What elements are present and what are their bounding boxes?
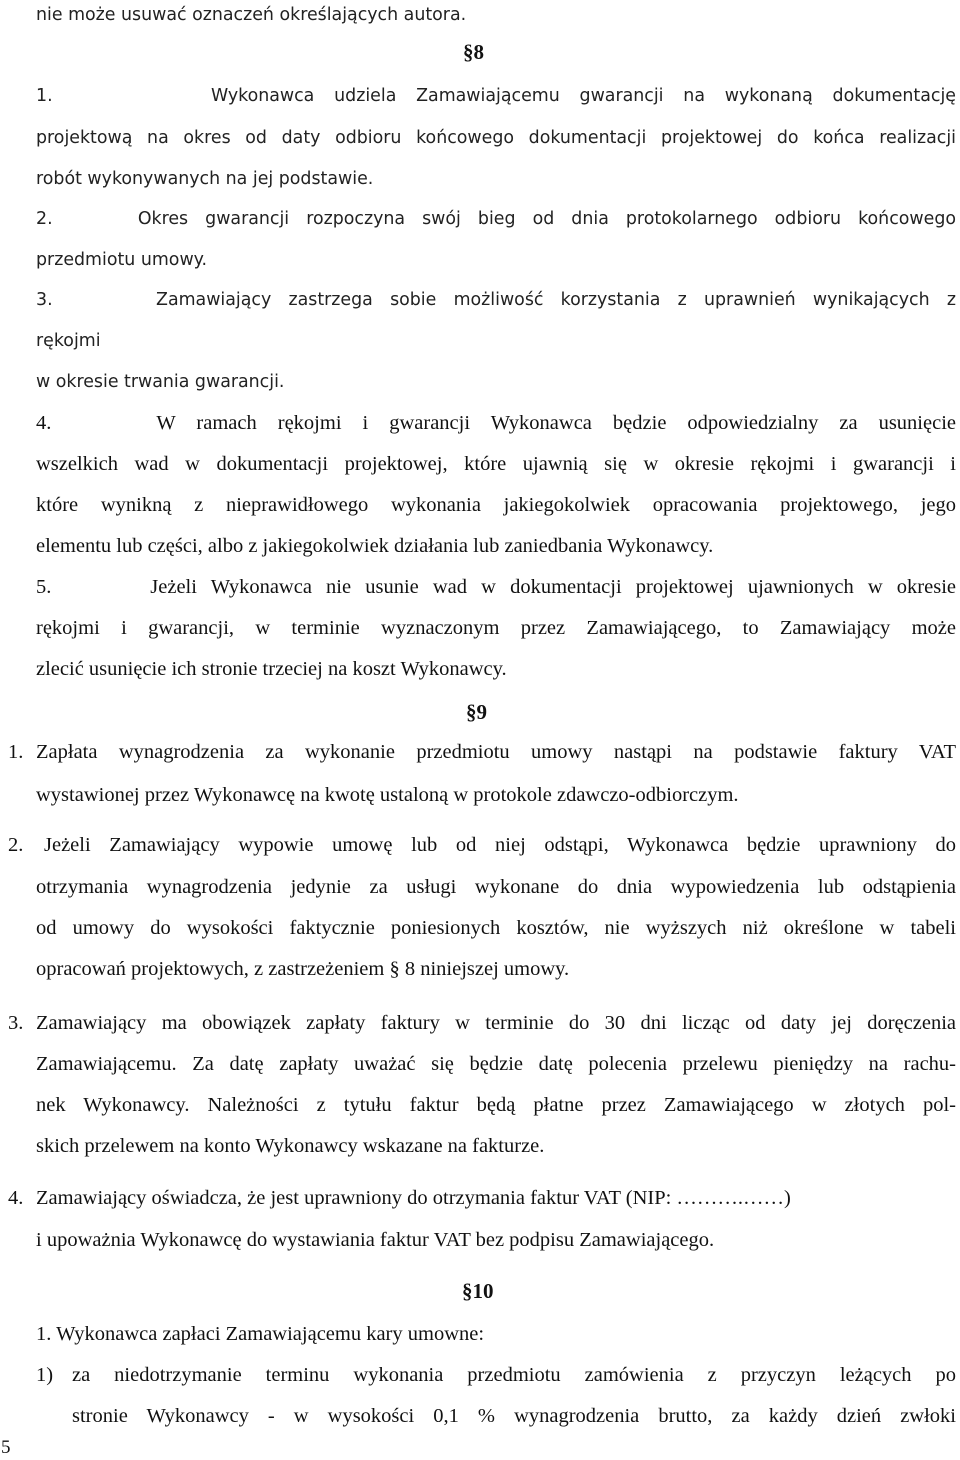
paragraph-line: nie może usuwać oznaczeń określających autora. xyxy=(36,5,467,25)
list-number: 1. xyxy=(8,741,24,763)
list-item-line: Zapłata wynagrodzenia za wykonanie przedmiotu umowy nastąpi na podstawie faktury VAT xyxy=(36,741,956,763)
paragraph-line: rękojmi xyxy=(36,331,101,351)
list-item-line: wystawionej przez Wykonawcę na kwotę ustaloną w protokole zdawczo-odbiorczym. xyxy=(36,784,739,806)
paragraph-line: robót wykonywanych na jej podstawie. xyxy=(36,169,374,189)
paragraph-line: 5. Jeżeli Wykonawca nie usunie wad w dokumentacji projektowej ujawnionych w okresie xyxy=(36,576,956,598)
paragraph-line: wszelkich wad w dokumentacji projektowej, które ujawnią się w okresie rękojmi i gwarancji i xyxy=(36,453,956,475)
paragraph-line: rękojmi i gwarancji, w terminie wyznaczonym przez Zamawiającego, to Zamawiający może xyxy=(36,617,956,639)
paragraph-line: projektową na okres od daty odbioru końcowego dokumentacji projektowej do końca realizacji xyxy=(36,128,956,148)
section-heading-10: §10 xyxy=(462,1279,494,1303)
section-heading-9: §9 xyxy=(466,700,487,724)
paragraph-line: które wynikną z nieprawidłowego wykonania jakiegokolwiek opracowania projektowego, jego xyxy=(36,494,956,516)
paragraph-line: zlecić usunięcie ich stronie trzeciej na koszt Wykonawcy. xyxy=(36,658,507,680)
list-item-line: Zamawiający ma obowiązek zapłaty faktury w terminie do 30 dni licząc od daty jej doręczenia xyxy=(36,1012,956,1034)
section-heading-8: §8 xyxy=(463,40,484,64)
paragraph-line: elementu lub części, albo z jakiegokolwiek działania lub zaniedbania Wykonawcy. xyxy=(36,535,714,557)
paragraph-line: 4. W ramach rękojmi i gwarancji Wykonawca będzie odpowiedzialny za usunięcie xyxy=(36,412,956,434)
list-item-line: otrzymania wynagrodzenia jedynie za usługi wykonane do dnia wypowiedzenia lub odstąpienia xyxy=(36,876,956,898)
page-number: 5 xyxy=(1,1437,11,1458)
list-item-line: skich przelewem na konto Wykonawcy wskazane na fakturze. xyxy=(36,1135,545,1157)
paragraph-line: w okresie trwania gwarancji. xyxy=(36,372,285,392)
list-number: 4. xyxy=(8,1187,24,1209)
paragraph-line: przedmiotu umowy. xyxy=(36,250,208,270)
list-item-line: za niedotrzymanie terminu wykonania przedmiotu zamówienia z przyczyn leżących po xyxy=(72,1364,956,1386)
list-number: 1) xyxy=(36,1364,54,1386)
list-item-line: stronie Wykonawcy - w wysokości 0,1 % wynagrodzenia brutto, za każdy dzień zwłoki xyxy=(72,1405,956,1427)
list-item-line: opracowań projektowych, z zastrzeżeniem § 8 niniejszej umowy. xyxy=(36,958,570,980)
list-item-line: Jeżeli Zamawiający wypowie umowę lub od niej odstąpi, Wykonawca będzie uprawniony do xyxy=(44,834,956,856)
list-item-line: od umowy do wysokości faktycznie poniesionych kosztów, nie wyższych niż określone w tabeli xyxy=(36,917,956,939)
list-item-line: Zamawiającemu. Za datę zapłaty uważać się będzie datę polecenia przelewu pieniędzy na rachu- xyxy=(36,1053,956,1075)
list-item-line: i upoważnia Wykonawcę do wystawiania faktur VAT bez podpisu Zamawiającego. xyxy=(36,1229,715,1251)
list-item-line: Zamawiający oświadcza, że jest uprawniony do otrzymania faktur VAT (NIP: ……….……) xyxy=(36,1187,791,1209)
paragraph-line: 1. Wykonawca udziela Zamawiającemu gwarancji na wykonaną dokumentację xyxy=(36,86,956,106)
paragraph-line: 2. Okres gwarancji rozpoczyna swój bieg od dnia protokolarnego odbioru końcowego xyxy=(36,209,956,229)
list-item-line: 1. Wykonawca zapłaci Zamawiającemu kary umowne: xyxy=(36,1323,485,1345)
list-number: 2. xyxy=(8,834,24,856)
list-number: 3. xyxy=(8,1012,24,1034)
paragraph-line: 3. Zamawiający zastrzega sobie możliwość korzystania z uprawnień wynikających z xyxy=(36,290,956,310)
list-item-line: nek Wykonawcy. Należności z tytułu faktur będą płatne przez Zamawiającego w złotych pol- xyxy=(36,1094,956,1116)
